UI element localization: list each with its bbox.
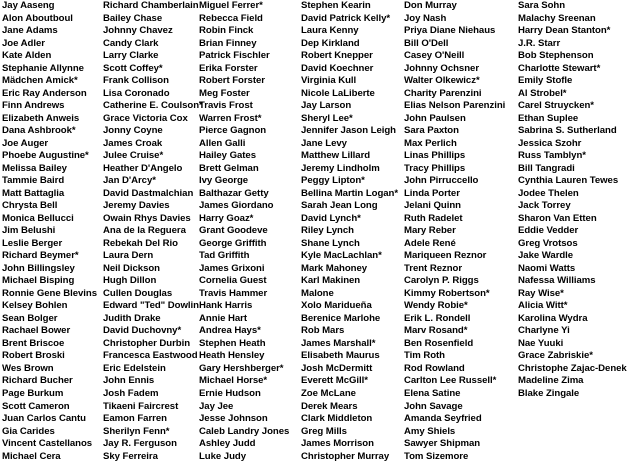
- cast-name: Michael Cera: [2, 450, 61, 462]
- cast-name: James Grixoni: [199, 262, 265, 274]
- cast-name: Greg Vrotsos: [518, 237, 578, 249]
- name-column-5: [404, 0, 518, 463]
- cast-name: Michael Bisping: [2, 275, 75, 287]
- cast-name: Jessica Szohr: [518, 137, 582, 149]
- cast-name: Mark Mahoney: [301, 262, 368, 274]
- cast-name: Tim Roth: [404, 350, 445, 362]
- cast-name: Jennifer Jason Leigh: [301, 125, 396, 137]
- cast-name: Melissa Bailey: [2, 162, 67, 174]
- cast-name: Miguel Ferrer*: [199, 0, 263, 11]
- cast-name: Ivy George: [199, 175, 249, 187]
- cast-name: Meg Foster: [199, 87, 250, 99]
- cast-name: Jelani Quinn: [404, 200, 461, 212]
- cast-name: Ashley Judd: [199, 438, 256, 450]
- cast-name: Jack Torrey: [518, 200, 571, 212]
- cast-name: Laura Kenny: [301, 25, 359, 37]
- cast-name: John Pirruccello: [404, 175, 479, 187]
- cast-name: Brian Finney: [199, 37, 257, 49]
- cast-name: James Croak: [103, 137, 163, 149]
- cast-name: David Lynch*: [301, 212, 361, 224]
- cast-name: Frank Collison: [103, 75, 169, 87]
- cast-name: Adele René: [404, 237, 456, 249]
- cast-name: James Marshall*: [301, 337, 376, 349]
- cast-name: Michael Horse*: [199, 375, 268, 387]
- cast-name: Johnny Ochsner: [404, 62, 480, 74]
- cast-name: Sawyer Shipman: [404, 438, 481, 450]
- cast-name: Carel Struycken*: [518, 100, 594, 112]
- cast-name: Trent Reznor: [404, 262, 463, 274]
- cast-name: Joy Nash: [404, 12, 447, 24]
- name-column-2: [103, 0, 203, 463]
- cast-name: Christophe Zajac-Denek: [518, 362, 627, 374]
- cast-name: Stephanie Allynne: [2, 62, 84, 74]
- cast-name: Dep Kirkland: [301, 37, 360, 49]
- cast-name: Christopher Durbin: [103, 337, 191, 349]
- cast-name: Mary Reber: [404, 225, 456, 237]
- cast-name: Jeremy Davies: [103, 200, 170, 212]
- cast-name: Shane Lynch: [301, 237, 360, 249]
- cast-name: Karl Makinen: [301, 275, 361, 287]
- cast-name: Gary Hershberger*: [199, 362, 284, 374]
- cast-name: Johnny Chavez: [103, 25, 173, 37]
- cast-name: Catherine E. Coulson*: [103, 100, 203, 112]
- cast-name: Ben Rosenfield: [404, 337, 474, 349]
- cast-name: Luke Judy: [199, 450, 246, 462]
- cast-name: Christopher Murray: [301, 450, 390, 462]
- cast-name: Pierce Gagnon: [199, 125, 267, 137]
- cast-name: Brett Gelman: [199, 162, 259, 174]
- cast-name: Judith Drake: [103, 312, 161, 324]
- cast-name: Tracy Phillips: [404, 162, 466, 174]
- cast-name: Cornelia Guest: [199, 275, 267, 287]
- cast-name: Charity Parenzini: [404, 87, 482, 99]
- cast-name: Josh Fadem: [103, 387, 159, 399]
- name-column-6: [518, 0, 630, 401]
- cast-name: Kate Alden: [2, 50, 52, 62]
- cast-name: David Dastmalchian: [103, 187, 194, 199]
- cast-name: Nafessa Williams: [518, 275, 596, 287]
- cast-name: Karolina Wydra: [518, 312, 588, 324]
- cast-name: John Billingsley: [2, 262, 75, 274]
- cast-name: Kimmy Robertson*: [404, 287, 490, 299]
- cast-name: Jim Belushi: [2, 225, 56, 237]
- cast-name: Robert Forster: [199, 75, 265, 87]
- cast-name: Robert Broski: [2, 350, 65, 362]
- cast-name: Hugh Dillon: [103, 275, 157, 287]
- cast-name: Eamon Farren: [103, 413, 167, 425]
- cast-name: Sky Ferreira: [103, 450, 158, 462]
- cast-name: Joe Auger: [2, 137, 49, 149]
- cast-name: Sharon Van Etten: [518, 212, 597, 224]
- cast-name: Peggy Lipton*: [301, 175, 365, 187]
- cast-name: Cullen Douglas: [103, 287, 173, 299]
- cast-name: Vincent Castellanos: [2, 438, 93, 450]
- cast-name: David Koechner: [301, 62, 374, 74]
- cast-name: Grace Victoria Cox: [103, 112, 188, 124]
- cast-name: Rachael Bower: [2, 325, 71, 337]
- cast-name: Neil Dickson: [103, 262, 160, 274]
- cast-name: Monica Bellucci: [2, 212, 74, 224]
- cast-name: Carlton Lee Russell*: [404, 375, 497, 387]
- cast-name: Sabrina S. Sutherland: [518, 125, 617, 137]
- cast-name: Joe Adler: [2, 37, 45, 49]
- cast-name: Stephen Kearin: [301, 0, 371, 11]
- cast-name: Finn Andrews: [2, 100, 65, 112]
- cast-name: Grant Goodeve: [199, 225, 268, 237]
- cast-name: Linda Porter: [404, 187, 460, 199]
- cast-name: Grace Zabriskie*: [518, 350, 593, 362]
- cast-name: John Ennis: [103, 375, 155, 387]
- cast-name: Page Burkum: [2, 387, 64, 399]
- cast-name: Owain Rhys Davies: [103, 212, 191, 224]
- cast-name: Sheryl Lee*: [301, 112, 353, 124]
- cast-name: Heath Hensley: [199, 350, 265, 362]
- cast-name: Zoe McLane: [301, 387, 356, 399]
- cast-name: Tikaeni Faircrest: [103, 400, 179, 412]
- cast-name: Bellina Martin Logan*: [301, 187, 399, 199]
- cast-name: Rebecca Field: [199, 12, 263, 24]
- cast-name: Tammie Baird: [2, 175, 65, 187]
- cast-name: Patrick Fischler: [199, 50, 270, 62]
- cast-name: Jodee Thelen: [518, 187, 579, 199]
- cast-name: Travis Frost: [199, 100, 253, 112]
- cast-name: Sara Paxton: [404, 125, 459, 137]
- cast-name: Dana Ashbrook*: [2, 125, 76, 137]
- cast-name: Naomi Watts: [518, 262, 576, 274]
- cast-name: Carolyn P. Riggs: [404, 275, 479, 287]
- cast-name: Jay Larson: [301, 100, 352, 112]
- cast-name: Wes Brown: [2, 362, 54, 374]
- cast-name: Eric Edelstein: [103, 362, 166, 374]
- cast-name: Elisabeth Maurus: [301, 350, 380, 362]
- cast-name: Leslie Berger: [2, 237, 63, 249]
- cast-name: Robin Finck: [199, 25, 254, 37]
- cast-name: Walter Olkewicz*: [404, 75, 480, 87]
- cast-name: Kelsey Bohlen: [2, 300, 68, 312]
- cast-name: Jake Wardle: [518, 250, 574, 262]
- cast-name: Balthazar Getty: [199, 187, 269, 199]
- cast-name: David Duchovny*: [103, 325, 182, 337]
- cast-name: Eddie Vedder: [518, 225, 579, 237]
- cast-name: Elizabeth Anweis: [2, 112, 80, 124]
- cast-name: Derek Mears: [301, 400, 358, 412]
- cast-name: Heather D'Angelo: [103, 162, 183, 174]
- cast-name: Greg Mills: [301, 425, 347, 437]
- cast-name: Brent Briscoe: [2, 337, 65, 349]
- cast-name: Matt Battaglia: [2, 187, 65, 199]
- cast-name: Laura Dern: [103, 250, 154, 262]
- cast-name: Edward "Ted" Dowlin: [103, 300, 199, 312]
- cast-name: Jay R. Ferguson: [103, 438, 177, 450]
- name-column-1: [2, 0, 102, 463]
- cast-name: Caleb Landry Jones: [199, 425, 290, 437]
- cast-name: Cynthia Lauren Tewes: [518, 175, 619, 187]
- cast-name: Casey O'Neill: [404, 50, 465, 62]
- cast-name: Elias Nelson Parenzini: [404, 100, 506, 112]
- cast-name: Eric Ray Anderson: [2, 87, 87, 99]
- cast-name: Tad Griffith: [199, 250, 250, 262]
- cast-name: Rod Rowland: [404, 362, 465, 374]
- cast-name: Russ Tamblyn*: [518, 150, 586, 162]
- cast-name: Nicole LaLiberte: [301, 87, 375, 99]
- cast-name: J.R. Starr: [518, 37, 561, 49]
- cast-name: Amanda Seyfried: [404, 413, 482, 425]
- cast-name: Jane Levy: [301, 137, 347, 149]
- cast-name: Clark Middleton: [301, 413, 373, 425]
- cast-name: Xolo Maridueña: [301, 300, 372, 312]
- cast-name: Ana de la Reguera: [103, 225, 186, 237]
- cast-name: Ruth Radelet: [404, 212, 463, 224]
- cast-name: Emily Stofle: [518, 75, 573, 87]
- cast-name: Bill Tangradi: [518, 162, 575, 174]
- cast-name: John Savage: [404, 400, 463, 412]
- cast-name: Max Perlich: [404, 137, 457, 149]
- cast-name: Virginia Kull: [301, 75, 357, 87]
- cast-name: Sarah Jean Long: [301, 200, 378, 212]
- cast-name: Francesca Eastwood: [103, 350, 198, 362]
- cast-name: Sean Bolger: [2, 312, 58, 324]
- cast-name: Harry Goaz*: [199, 212, 254, 224]
- cast-name: Matthew Lillard: [301, 150, 371, 162]
- cast-name: Jane Adams: [2, 25, 58, 37]
- cast-name: Tom Sizemore: [404, 450, 469, 462]
- cast-name: Jeremy Lindholm: [301, 162, 380, 174]
- cast-name: Al Strobel*: [518, 87, 567, 99]
- cast-name: Blake Zingale: [518, 387, 580, 399]
- cast-name: Bill O'Dell: [404, 37, 449, 49]
- cast-name: Jay Aaseng: [2, 0, 55, 11]
- cast-name: Bailey Chase: [103, 12, 163, 24]
- cast-name: Sara Sohn: [518, 0, 565, 11]
- cast-name: Everett McGill*: [301, 375, 368, 387]
- cast-name: Richard Chamberlain: [103, 0, 199, 11]
- cast-name: Mariqueen Reznor: [404, 250, 487, 262]
- cast-name: David Patrick Kelly*: [301, 12, 391, 24]
- cast-name: Robert Knepper: [301, 50, 373, 62]
- cast-name: Scott Coffey*: [103, 62, 163, 74]
- cast-name: Jesse Johnson: [199, 413, 268, 425]
- cast-name: Elena Satine: [404, 387, 461, 399]
- cast-name: Wendy Robie*: [404, 300, 468, 312]
- cast-name: Candy Clark: [103, 37, 159, 49]
- cast-name: Richard Bucher: [2, 375, 73, 387]
- cast-name: Warren Frost*: [199, 112, 262, 124]
- cast-name: Stephen Heath: [199, 337, 266, 349]
- cast-name: Malachy Sreenan: [518, 12, 596, 24]
- name-column-4: [301, 0, 401, 463]
- cast-name: Sherilyn Fenn*: [103, 425, 170, 437]
- cast-name: Amy Shiels: [404, 425, 456, 437]
- cast-name: Bob Stephenson: [518, 50, 594, 62]
- cast-name: Chrysta Bell: [2, 200, 58, 212]
- cast-name: Marv Rosand*: [404, 325, 468, 337]
- cast-name: Rebekah Del Rio: [103, 237, 178, 249]
- cast-name: Charlotte Stewart*: [518, 62, 601, 74]
- cast-name: Harry Dean Stanton*: [518, 25, 611, 37]
- cast-name: Madeline Zima: [518, 375, 584, 387]
- cast-name: Riley Lynch: [301, 225, 354, 237]
- cast-name: Gia Carides: [2, 425, 55, 437]
- cast-name: Ray Wise*: [518, 287, 564, 299]
- cast-name: James Morrison: [301, 438, 374, 450]
- cast-name: Julee Cruise*: [103, 150, 164, 162]
- cast-name: Andrea Hays*: [199, 325, 261, 337]
- cast-name: Ronnie Gene Blevins: [2, 287, 98, 299]
- cast-name: James Giordano: [199, 200, 274, 212]
- cast-name: Alicia Witt*: [518, 300, 568, 312]
- cast-name: Hailey Gates: [199, 150, 256, 162]
- cast-name: Ernie Hudson: [199, 387, 261, 399]
- cast-name: Larry Clarke: [103, 50, 159, 62]
- cast-name: Charlyne Yi: [518, 325, 570, 337]
- cast-name: Lisa Coronado: [103, 87, 170, 99]
- cast-name: John Paulsen: [404, 112, 466, 124]
- cast-name: Annie Hart: [199, 312, 248, 324]
- cast-name: Erik L. Rondell: [404, 312, 471, 324]
- cast-name: Jonny Coyne: [103, 125, 163, 137]
- cast-name: George Griffith: [199, 237, 267, 249]
- cast-name: Nae Yuuki: [518, 337, 564, 349]
- cast-name: Juan Carlos Cantu: [2, 413, 86, 425]
- cast-name: Jan D'Arcy*: [103, 175, 156, 187]
- name-column-3: [199, 0, 299, 463]
- cast-name: Linas Phillips: [404, 150, 466, 162]
- cast-name: Hank Harris: [199, 300, 253, 312]
- cast-name: Priya Diane Niehaus: [404, 25, 496, 37]
- cast-name: Malone: [301, 287, 334, 299]
- cast-name: Jay Jee: [199, 400, 234, 412]
- cast-name: Don Murray: [404, 0, 457, 11]
- cast-name: Allen Galli: [199, 137, 246, 149]
- cast-name: Erika Forster: [199, 62, 258, 74]
- cast-name: Scott Cameron: [2, 400, 70, 412]
- cast-name: Berenice Marlohe: [301, 312, 381, 324]
- cast-name: Rob Mars: [301, 325, 345, 337]
- cast-name: Josh McDermitt: [301, 362, 373, 374]
- cast-name: Alon Aboutboul: [2, 12, 73, 24]
- cast-name: Kyle MacLachlan*: [301, 250, 382, 262]
- cast-name: Phoebe Augustine*: [2, 150, 89, 162]
- cast-name: Travis Hammer: [199, 287, 268, 299]
- cast-name: Richard Beymer*: [2, 250, 79, 262]
- cast-name: Mädchen Amick*: [2, 75, 78, 87]
- cast-name: Ethan Suplee: [518, 112, 579, 124]
